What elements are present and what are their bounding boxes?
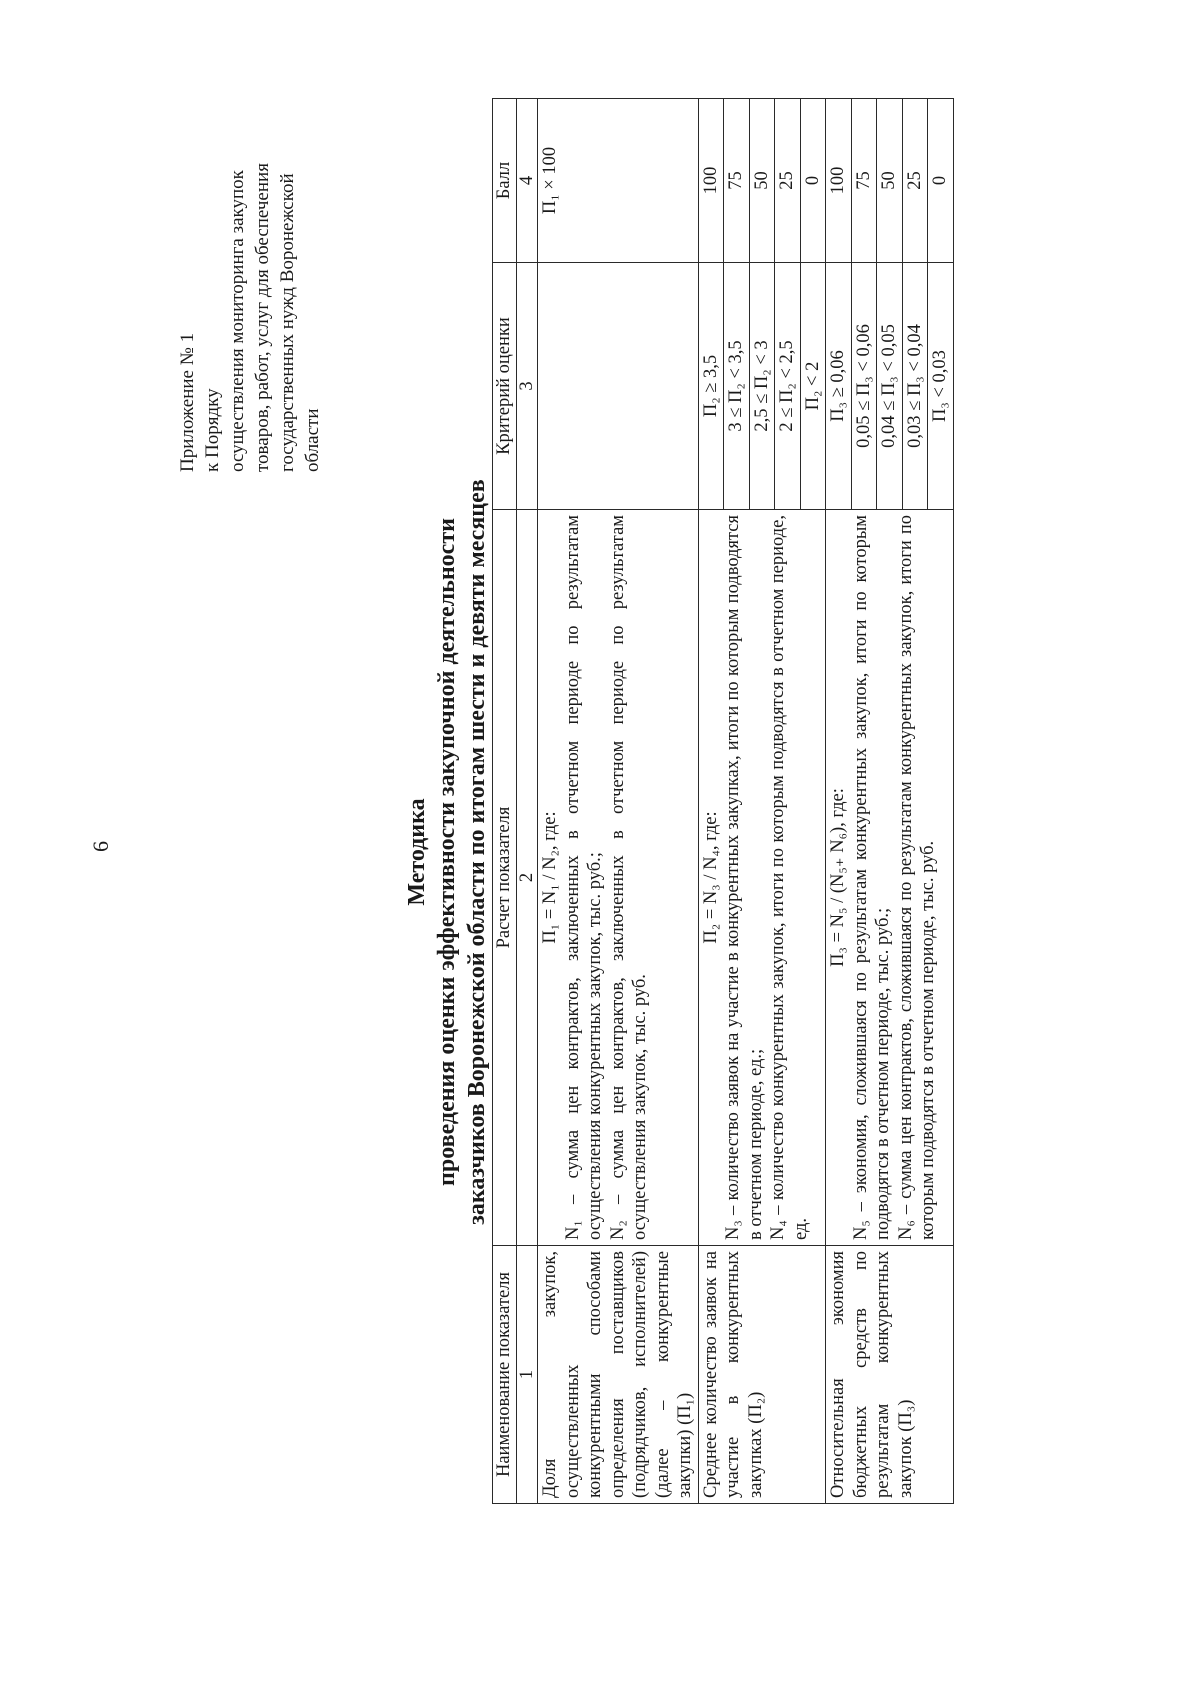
criterion-cell: 0,03 ≤ П₃ < 0,04 [902, 263, 928, 510]
indicator-formula: П₂ = N₃ / N₄, где: [700, 811, 721, 944]
column-number: 2 [517, 510, 538, 1246]
criterion-cell: П₃ < 0,03 [928, 263, 954, 510]
criterion-cell: 0,04 ≤ П₃ < 0,05 [877, 263, 903, 510]
indicator-calc [538, 510, 699, 1246]
appendix-line: Приложение № 1 [177, 332, 198, 472]
score-cell: 100 [826, 99, 852, 263]
criterion-cell: 3 ≤ П₂ < 3,5 [724, 263, 750, 510]
score-cell: 0 [928, 99, 954, 263]
header-criterion: Критерий оценки [493, 263, 517, 510]
column-number: 3 [517, 263, 538, 510]
variable-definition: N₁ – сумма цен контрактов, заключенных в отчетном периоде по результатам осуществления конкурентных закупок, тыс. руб.; [562, 515, 605, 1240]
variable-definition: N₄ – количество конкурентных закупок, итоги по которым подводятся в отчетном периоде, ед. [768, 515, 811, 1240]
variable-definition: N₃ – количество заявок на участие в конкурентных закупках, итоги по которым подводятся в отчетном периоде, ед.; [723, 515, 766, 1240]
page-number: 6 [88, 841, 113, 852]
score-cell: 25 [902, 99, 928, 263]
document-title [402, 202, 492, 1502]
indicator-name: Среднее количество заявок на участие в конкурентных закупках (П₂) [698, 1246, 826, 1504]
appendix-line: государственных нужд Воронежской [277, 173, 298, 472]
indicator-name: Относительная экономия бюджетных средств по результатам конкурентных закупок (П₃) [826, 1246, 954, 1504]
appendix-note [175, 52, 325, 472]
table-header-row [493, 99, 517, 1504]
criterion-cell: 0,05 ≤ П₃ < 0,06 [851, 263, 877, 510]
indicator-calc [826, 510, 954, 1246]
table-row [698, 99, 724, 1504]
variable-definition: N₅ – экономия, сложившаяся по результатам конкурентных закупок, итоги по которым подводятся в отчетном периоде, тыс. руб.; [850, 515, 893, 1240]
appendix-line: осуществления мониторинга закупок [227, 170, 248, 472]
variable-definition: N₆ – сумма цен контрактов, сложившаяся по результатам конкурентных закупок, итоги по которым подводятся в отчетном периоде, тыс. руб. [895, 515, 938, 1240]
variable-definition: N₂ – сумма цен контрактов, заключенных в отчетном периоде по результатам осуществления закупок, тыс. руб. [607, 515, 650, 1240]
indicator-name: Доля закупок, осуществленных конкурентными способами определения поставщиков (подрядчиков, исполнителей) (далее – конкурентные закупки) (П₁) [538, 1246, 699, 1504]
score-cell: П₁ × 100 [538, 99, 699, 263]
appendix-line: товаров, работ, услуг для обеспечения [252, 163, 273, 472]
header-score: Балл [493, 99, 517, 263]
criterion-cell [538, 263, 699, 510]
indicator-calc [698, 510, 826, 1246]
criterion-cell: П₃ ≥ 0,06 [826, 263, 852, 510]
criterion-cell: П₂ < 2 [800, 263, 826, 510]
header-calc: Расчет показателя [493, 510, 517, 1246]
header-name: Наименование показателя [493, 1246, 517, 1504]
table-row [826, 99, 852, 1504]
score-cell: 50 [877, 99, 903, 263]
column-number: 4 [517, 99, 538, 263]
criterion-cell: 2 ≤ П₂ < 2,5 [775, 263, 801, 510]
score-cell: 50 [749, 99, 775, 263]
title-line: заказчиков Воронежской области по итогам шести и девяти месяцев [464, 479, 490, 1225]
score-cell: 75 [724, 99, 750, 263]
column-number-row [517, 99, 538, 1504]
score-cell: 25 [775, 99, 801, 263]
title-line: Методика [404, 798, 430, 906]
indicator-formula: П₃ = N₅ / (N₅₊ N₆), где: [828, 788, 848, 967]
indicator-formula: П₁ = N₁ / N₂, где: [540, 811, 560, 944]
criterion-cell: П₂ ≥ 3,5 [698, 263, 724, 510]
methodology-table [492, 98, 954, 1504]
score-cell: 75 [851, 99, 877, 263]
score-cell: 100 [698, 99, 724, 263]
column-number: 1 [517, 1246, 538, 1504]
criterion-cell: 2,5 ≤ П₂ < 3 [749, 263, 775, 510]
appendix-line: области [302, 408, 323, 472]
appendix-line: к Порядку [202, 388, 223, 472]
score-cell: 0 [800, 99, 826, 263]
table-row [538, 99, 699, 1504]
title-line: проведения оценки эффективности закупочной деятельности [434, 518, 460, 1186]
